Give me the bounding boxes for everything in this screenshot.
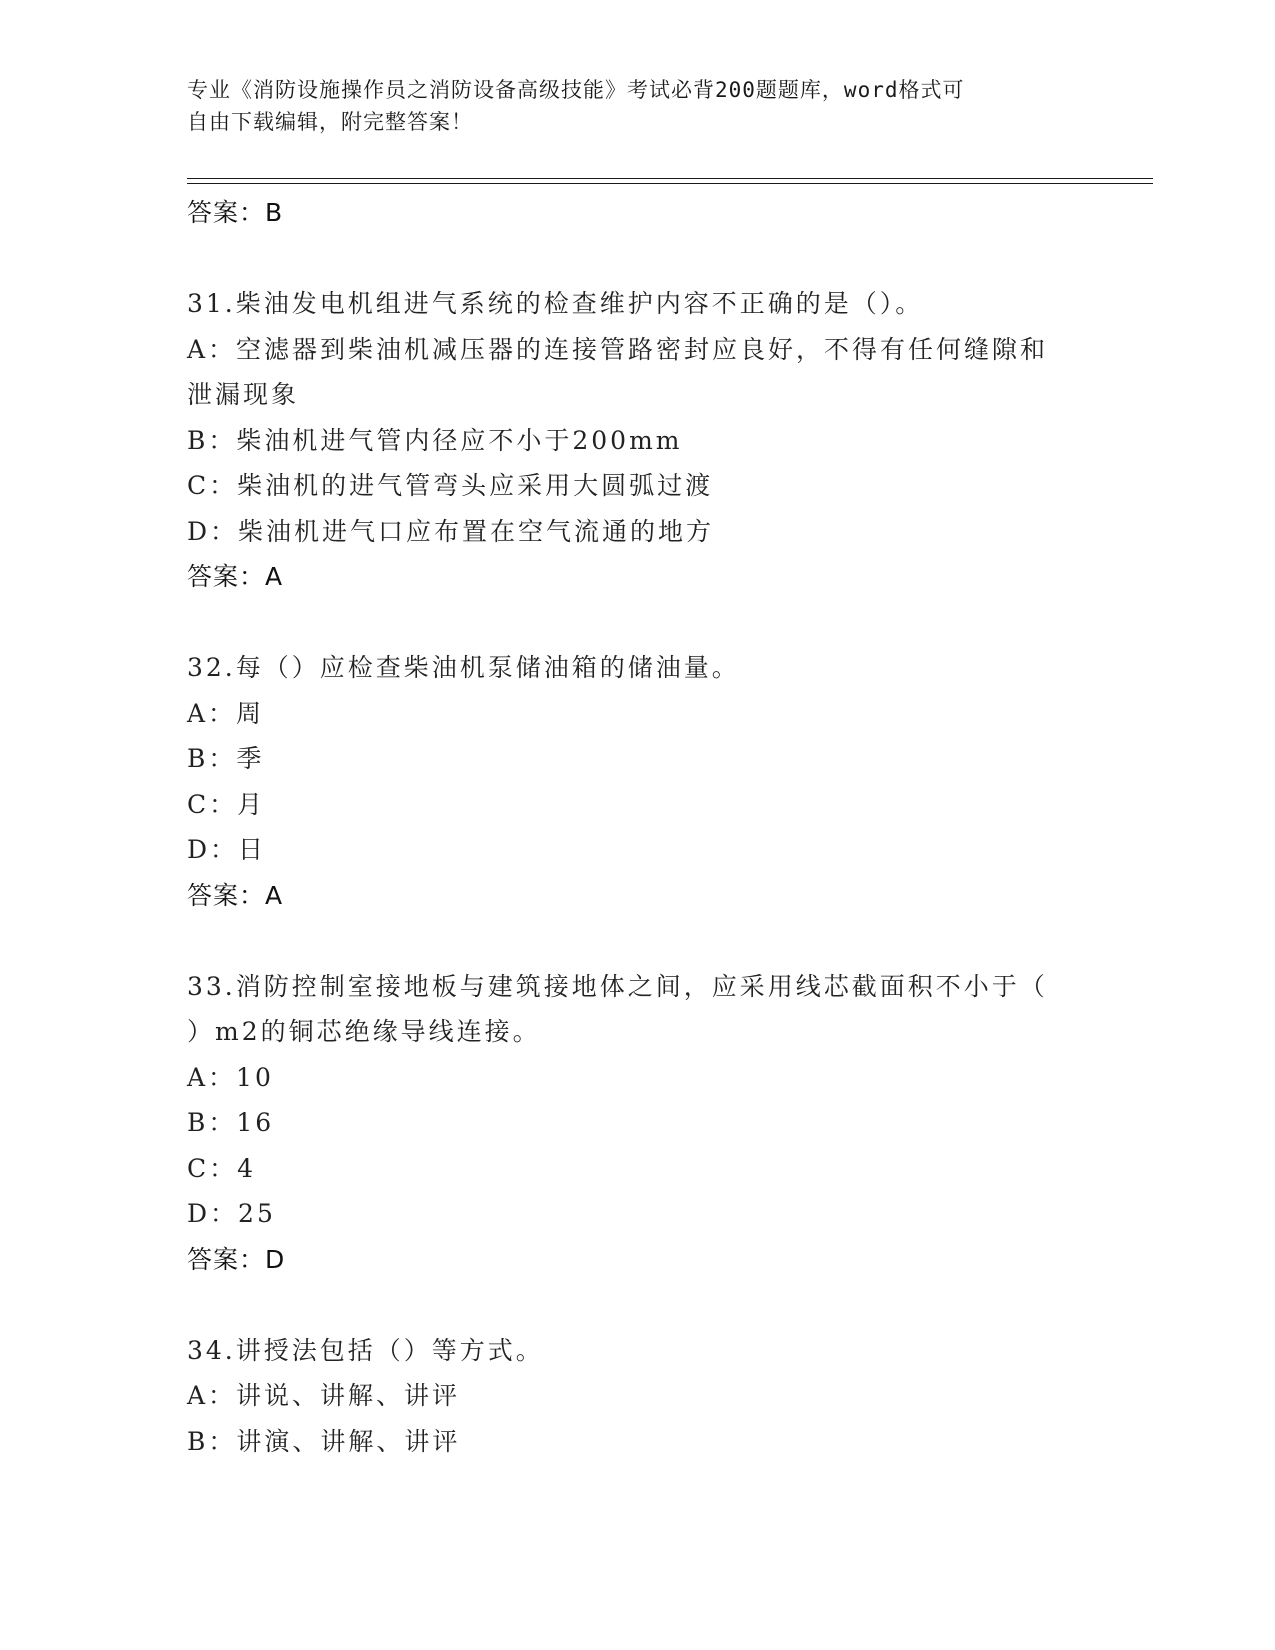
option-b: B：柴油机进气管内径应不小于200mm	[187, 425, 683, 455]
option-a: A：周	[187, 698, 265, 728]
question-stem: 34.讲授法包括（）等方式。	[187, 1335, 544, 1365]
question-stem: 31.柴油发电机组进气系统的检查维护内容不正确的是（）。	[187, 289, 924, 318]
option-c: C：4	[187, 1153, 257, 1183]
option-b: B：季	[187, 744, 265, 773]
question-block	[187, 645, 1087, 918]
document-header	[187, 74, 1067, 138]
header-divider-bottom	[187, 183, 1153, 184]
option-b: B：16	[187, 1108, 275, 1137]
previous-answer: 答案：B	[187, 198, 284, 227]
option-d: D：柴油机进气口应布置在空气流通的地方	[187, 516, 715, 546]
option-a-continued: 泄漏现象	[187, 380, 300, 409]
answer: 答案：A	[187, 880, 284, 910]
question-list	[187, 190, 1087, 1464]
option-d: D：25	[187, 1199, 276, 1228]
header-line-1: 专业《消防设施操作员之消防设备高级技能》考试必背200题题库，word格式可	[187, 78, 965, 102]
option-a: A：10	[187, 1062, 274, 1092]
question-stem: 32.每（）应检查柴油机泵储油箱的储油量。	[187, 653, 740, 682]
answer: 答案：A	[187, 562, 284, 591]
option-c: C：柴油机的进气管弯头应采用大圆弧过渡	[187, 471, 714, 500]
option-a: A：讲说、讲解、讲评	[187, 1381, 461, 1410]
spacer	[187, 1282, 1087, 1328]
question-block	[187, 281, 1087, 600]
answer: 答案：D	[187, 1244, 286, 1274]
option-d: D：日	[187, 835, 267, 864]
question-block	[187, 964, 1087, 1283]
spacer	[187, 236, 1087, 282]
header-divider-top	[187, 178, 1153, 179]
option-c: C：月	[187, 789, 266, 819]
header-line-2: 自由下载编辑，附完整答案！	[187, 110, 473, 134]
option-b: B：讲演、讲解、讲评	[187, 1426, 461, 1456]
question-stem: 33.消防控制室接地板与建筑接地体之间，应采用线芯截面积不小于（	[187, 971, 1048, 1001]
spacer	[187, 918, 1087, 964]
question-stem-continued: ）m2的铜芯绝缘导线连接。	[187, 1017, 541, 1046]
question-block	[187, 1328, 1087, 1465]
option-a: A：空滤器到柴油机减压器的连接管路密封应良好，不得有任何缝隙和	[187, 334, 1049, 364]
spacer	[187, 600, 1087, 646]
